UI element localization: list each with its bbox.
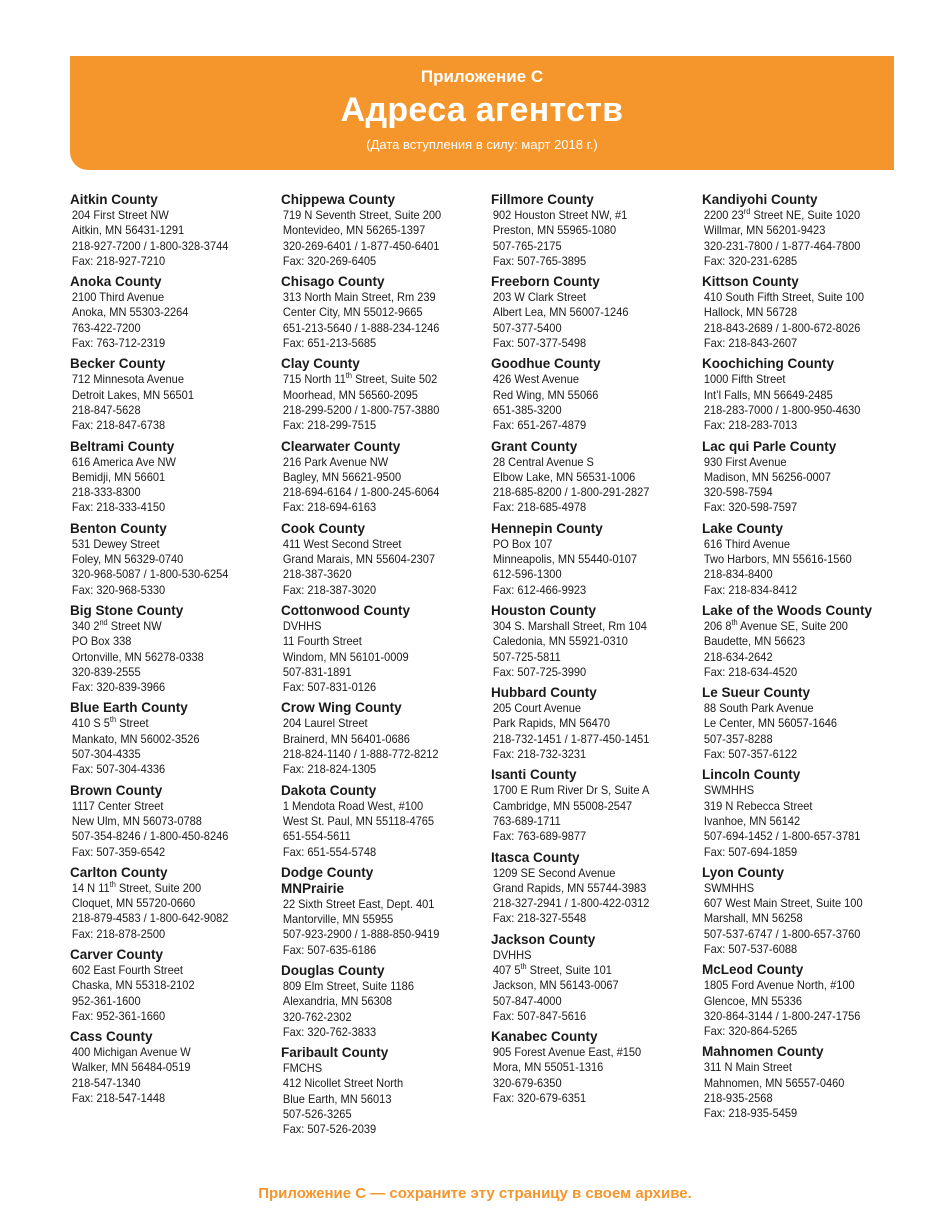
address-line: 204 First Street NW	[71, 208, 169, 222]
address-line: 507-923-2900 / 1-888-850-9419	[282, 927, 440, 942]
address-line: Fax: 651-213-5685	[282, 336, 377, 351]
address-line: Fax: 952-361-1660	[71, 1008, 166, 1023]
county-name: Isanti County	[491, 767, 577, 783]
county-name: Le Sueur County	[702, 685, 811, 701]
address-line: 218-547-1340	[71, 1075, 141, 1090]
address-line: 88 South Park Avenue	[703, 701, 814, 716]
agency-entry	[70, 274, 275, 351]
agency-entry	[281, 192, 486, 269]
address-line: Fax: 320-762-3833	[282, 1024, 377, 1039]
address-line: 407 5th Street, Suite 101	[492, 961, 612, 977]
agency-entry	[702, 603, 907, 680]
address-line: Fax: 218-878-2500	[71, 926, 166, 941]
agency-entry	[70, 783, 275, 860]
address-line: 313 North Main Street, Rm 239	[282, 290, 436, 305]
agency-entry	[702, 356, 907, 433]
address-line: Cambridge, MN 55008-2547	[492, 798, 633, 813]
county-name: Goodhue County	[491, 356, 601, 372]
footer-note: Приложение С — сохраните эту страницу в своем архиве.	[258, 1185, 692, 1202]
address-line: 809 Elm Street, Suite 1186	[282, 978, 414, 993]
agency-entry	[491, 192, 696, 269]
address-line: Grand Marais, MN 55604-2307	[282, 552, 436, 567]
agency-entry	[70, 192, 275, 269]
address-line: 651-213-5640 / 1-888-234-1246	[282, 320, 440, 335]
address-line: Fax: 218-847-6738	[71, 418, 166, 433]
address-line: 1805 Ford Avenue North, #100	[703, 978, 855, 993]
agency-entry	[702, 767, 907, 859]
agency-entry	[281, 356, 486, 433]
address-line: 905 Forest Avenue East, #150	[492, 1045, 642, 1060]
address-line: 651-385-3200	[492, 402, 562, 417]
address-line: Fax: 320-864-5265	[703, 1024, 798, 1039]
address-line: Fax: 507-304-4336	[71, 762, 166, 777]
address-line: Fax: 763-689-9877	[492, 829, 587, 844]
address-line: Fax: 218-387-3020	[282, 582, 377, 597]
address-line: Int’l Falls, MN 56649-2485	[703, 387, 833, 402]
address-line: 340 2nd Street NW	[71, 617, 162, 633]
agency-entry	[491, 685, 696, 762]
agency-entry	[491, 603, 696, 680]
county-name: Kandiyohi County	[702, 192, 818, 207]
county-name: Lake County	[702, 520, 784, 536]
address-line: 218-834-8400	[703, 567, 773, 582]
address-line: Fax: 218-547-1448	[71, 1091, 166, 1106]
address-line: 28 Central Avenue S	[492, 454, 594, 469]
agency-column-3	[491, 192, 696, 1111]
agency-entry	[702, 192, 907, 269]
address-line: Brainerd, MN 56401-0686	[282, 731, 410, 746]
address-line: Fax: 507-831-0126	[282, 680, 377, 695]
address-line: Fax: 507-359-6542	[71, 844, 166, 859]
county-name: Faribault County	[281, 1045, 389, 1061]
address-line: Windom, MN 56101-0009	[282, 649, 409, 664]
agency-entry	[702, 274, 907, 351]
county-name: Douglas County	[281, 962, 385, 978]
address-line: Fax: 218-824-1305	[282, 762, 377, 777]
address-line: 763-689-1711	[492, 813, 561, 828]
county-name: Carver County	[70, 946, 164, 962]
county-name: Chisago County	[281, 274, 385, 290]
agency-entry	[70, 865, 275, 942]
county-name: Hubbard County	[491, 685, 597, 701]
address-line: Center City, MN 55012-9665	[282, 305, 423, 320]
address-line: DVHHS	[282, 618, 322, 633]
county-name: Jackson County	[491, 931, 596, 947]
address-line: 1117 Center Street	[71, 798, 164, 813]
address-line: 612-596-1300	[492, 567, 562, 582]
address-line: Mankato, MN 56002-3526	[71, 731, 200, 746]
county-name: Lincoln County	[702, 767, 801, 783]
agency-entry	[702, 521, 907, 598]
address-line: 616 America Ave NW	[71, 454, 176, 469]
address-line: 616 Third Avenue	[703, 536, 790, 551]
address-line: 507-847-4000	[492, 993, 562, 1008]
address-line: 715 North 11th Street, Suite 502	[282, 371, 438, 387]
county-name: Dakota County	[281, 782, 377, 798]
address-line: Walker, MN 56484-0519	[71, 1060, 191, 1075]
address-line: Alexandria, MN 56308	[282, 994, 393, 1009]
address-line: 410 S 5th Street	[71, 715, 149, 731]
address-line: Fax: 507-537-6088	[703, 941, 798, 956]
address-line: Two Harbors, MN 55616-1560	[703, 552, 852, 567]
county-name: Clearwater County	[281, 438, 401, 454]
agency-subname: MNPrairie	[281, 880, 345, 896]
address-line: Fax: 320-598-7597	[703, 500, 798, 515]
address-line: 320-269-6401 / 1-877-450-6401	[282, 238, 440, 253]
agency-entry	[491, 850, 696, 927]
address-line: 204 Laurel Street	[282, 716, 368, 731]
address-line: 11 Fourth Street	[282, 634, 362, 649]
address-line: 320-679-6350	[492, 1075, 562, 1090]
address-line: 319 N Rebecca Street	[703, 798, 813, 813]
address-line: 22 Sixth Street East, Dept. 401	[282, 896, 435, 911]
address-line: 930 First Avenue	[703, 454, 787, 469]
agency-entry	[491, 1029, 696, 1106]
address-line: 218-387-3620	[282, 567, 352, 582]
county-name: Freeborn County	[491, 274, 600, 290]
agency-entry	[702, 685, 907, 762]
address-line: 218-847-5628	[71, 402, 141, 417]
address-line: PO Box 107	[492, 536, 553, 551]
address-line: 507-725-5811	[492, 649, 561, 664]
address-line: Fax: 507-635-6186	[282, 942, 377, 957]
county-name: Cottonwood County	[281, 602, 410, 618]
address-line: 218-927-7200 / 1-800-328-3744	[71, 238, 229, 253]
agency-column-1	[70, 192, 275, 1111]
agency-entry	[281, 1045, 486, 1137]
agency-entry	[70, 603, 275, 695]
address-line: 507-831-1891	[282, 664, 352, 679]
address-line: Mora, MN 55051-1316	[492, 1060, 604, 1075]
address-line: New Ulm, MN 56073-0788	[71, 813, 202, 828]
address-line: Grand Rapids, MN 55744-3983	[492, 880, 647, 895]
agency-column-4	[702, 192, 907, 1127]
address-line: Fax: 507-847-5616	[492, 1008, 587, 1023]
county-name: Houston County	[491, 602, 596, 618]
address-line: Foley, MN 56329-0740	[71, 552, 184, 567]
address-line: Fax: 507-377-5498	[492, 336, 587, 351]
address-line: Fax: 218-927-7210	[71, 253, 166, 268]
address-line: 426 West Avenue	[492, 372, 579, 387]
agency-entry	[491, 521, 696, 598]
county-name: Blue Earth County	[70, 700, 188, 716]
agency-entry	[70, 700, 275, 777]
address-line: 320-839-2555	[71, 664, 141, 679]
address-line: Mantorville, MN 55955	[282, 912, 394, 927]
address-line: 952-361-1600	[71, 993, 141, 1008]
county-name: Grant County	[491, 438, 578, 454]
county-name: Becker County	[70, 356, 166, 372]
address-line: Detroit Lakes, MN 56501	[71, 387, 194, 402]
county-name: Cass County	[70, 1029, 153, 1045]
county-name: Aitkin County	[70, 192, 158, 207]
address-line: FMCHS	[282, 1061, 323, 1076]
address-line: Fax: 651-267-4879	[492, 418, 587, 433]
address-line: 216 Park Avenue NW	[282, 454, 389, 469]
address-line: Chaska, MN 55318-2102	[71, 978, 195, 993]
address-line: DVHHS	[492, 947, 532, 962]
address-line: 1209 SE Second Avenue	[492, 865, 616, 880]
address-line: 1 Mendota Road West, #100	[282, 798, 424, 813]
address-line: Fax: 320-231-6285	[703, 253, 798, 268]
address-line: Fax: 320-679-6351	[492, 1091, 587, 1106]
address-line: 218-843-2689 / 1-800-672-8026	[703, 320, 861, 335]
address-line: 1000 Fifth Street	[703, 372, 786, 387]
address-line: Aitkin, MN 56431-1291	[71, 223, 185, 238]
county-name: Lake of the Woods County	[702, 602, 873, 618]
agency-entry	[702, 439, 907, 516]
agency-entry	[491, 439, 696, 516]
agency-entry	[702, 865, 907, 957]
address-line: Fax: 320-269-6405	[282, 253, 377, 268]
address-line: Willmar, MN 56201-9423	[703, 223, 826, 238]
county-name: Crow Wing County	[281, 700, 402, 716]
address-line: Cloquet, MN 55720-0660	[71, 896, 196, 911]
address-line: 218-694-6164 / 1-800-245-6064	[282, 485, 440, 500]
county-name: Lyon County	[702, 864, 784, 880]
address-line: 651-554-5611	[282, 829, 351, 844]
agency-entry	[70, 439, 275, 516]
address-line: 1700 E Rum River Dr S, Suite A	[492, 783, 650, 798]
address-line: Fax: 651-554-5748	[282, 844, 377, 859]
address-line: Blue Earth, MN 56013	[282, 1091, 392, 1106]
agency-entry	[491, 932, 696, 1024]
address-line: 218-879-4583 / 1-800-642-9082	[71, 911, 229, 926]
county-name: Benton County	[70, 520, 167, 536]
address-line: Marshall, MN 56258	[703, 911, 803, 926]
county-name: Koochiching County	[702, 356, 834, 372]
address-line: 218-935-2568	[703, 1091, 773, 1106]
address-line: Ortonville, MN 56278-0338	[71, 649, 204, 664]
agency-entry	[491, 274, 696, 351]
address-line: Mahnomen, MN 56557-0460	[703, 1075, 845, 1090]
agency-entry	[491, 767, 696, 844]
address-line: 320-762-2302	[282, 1009, 352, 1024]
address-line: Fax: 218-685-4978	[492, 500, 587, 515]
county-name: Clay County	[281, 356, 360, 372]
address-line: Elbow Lake, MN 56531-1006	[492, 469, 636, 484]
county-name: Brown County	[70, 782, 163, 798]
address-line: 607 West Main Street, Suite 100	[703, 896, 863, 911]
page-title: Адреса агентств	[340, 91, 624, 129]
header-banner	[70, 56, 894, 170]
address-line: Fax: 507-765-3895	[492, 253, 587, 268]
address-line: 719 N Seventh Street, Suite 200	[282, 208, 442, 222]
county-name: Carlton County	[70, 864, 168, 880]
address-line: 410 South Fifth Street, Suite 100	[703, 290, 865, 305]
address-line: 507-526-3265	[282, 1107, 352, 1122]
address-line: 531 Dewey Street	[71, 536, 160, 551]
address-line: 218-824-1140 / 1-888-772-8212	[282, 747, 439, 762]
agency-entry	[491, 356, 696, 433]
address-line: Fax: 507-357-6122	[703, 747, 798, 762]
address-line: 507-694-1452 / 1-800-657-3781	[703, 829, 861, 844]
address-line: Fax: 218-634-4520	[703, 664, 798, 679]
address-line: Montevideo, MN 56265-1397	[282, 223, 426, 238]
address-line: 2200 23rd Street NE, Suite 1020	[703, 207, 861, 222]
agency-entry	[281, 521, 486, 598]
county-name: Itasca County	[491, 849, 580, 865]
address-line: Fax: 218-283-7013	[703, 418, 798, 433]
agency-column-2	[281, 192, 486, 1143]
address-line: 320-864-3144 / 1-800-247-1756	[703, 1008, 861, 1023]
address-line: Fax: 507-526-2039	[282, 1122, 377, 1137]
address-line: Fax: 218-843-2607	[703, 336, 798, 351]
address-line: 507-304-4335	[71, 747, 141, 762]
address-line: 763-422-7200	[71, 320, 141, 335]
address-line: Fax: 218-299-7515	[282, 418, 377, 433]
address-line: Fax: 218-732-3231	[492, 747, 587, 762]
agency-entry	[281, 439, 486, 516]
address-line: 218-732-1451 / 1-877-450-1451	[492, 731, 650, 746]
agency-entry	[281, 963, 486, 1040]
address-line: 507-357-8288	[703, 731, 773, 746]
address-line: Fax: 507-694-1859	[703, 844, 798, 859]
address-line: 203 W Clark Street	[492, 290, 587, 305]
address-line: 902 Houston Street NW, #1	[492, 208, 628, 222]
county-name: Kanabec County	[491, 1029, 598, 1045]
county-name: Anoka County	[70, 274, 162, 290]
address-line: Moorhead, MN 56560-2095	[282, 387, 418, 402]
agency-entry	[70, 947, 275, 1024]
address-line: 320-968-5087 / 1-800-530-6254	[71, 567, 229, 582]
effective-date: (Дата вступления в силу: март 2018 г.)	[366, 137, 598, 152]
agency-entry	[70, 1029, 275, 1106]
address-line: 507-765-2175	[492, 238, 562, 253]
county-name: Lac qui Parle County	[702, 438, 837, 454]
address-line: Caledonia, MN 55921-0310	[492, 634, 628, 649]
address-line: Glencoe, MN 55336	[703, 993, 803, 1008]
address-line: 507-537-6747 / 1-800-657-3760	[703, 926, 861, 941]
address-line: Fax: 320-968-5330	[71, 582, 166, 597]
county-name: Dodge County	[281, 864, 374, 880]
county-name: Cook County	[281, 520, 365, 536]
address-line: Fax: 218-333-4150	[71, 500, 166, 515]
address-line: Fax: 218-694-6163	[282, 500, 377, 515]
address-line: Baudette, MN 56623	[703, 634, 806, 649]
address-line: Albert Lea, MN 56007-1246	[492, 305, 629, 320]
address-line: Fax: 218-834-8412	[703, 582, 798, 597]
agency-entry	[70, 521, 275, 598]
address-line: Anoka, MN 55303-2264	[71, 305, 189, 320]
county-name: Beltrami County	[70, 438, 175, 454]
address-line: Fax: 320-839-3966	[71, 680, 166, 695]
county-name: Kittson County	[702, 274, 799, 290]
county-name: Chippewa County	[281, 192, 395, 207]
address-line: Fax: 218-327-5548	[492, 911, 587, 926]
address-line: 400 Michigan Avenue W	[71, 1045, 191, 1060]
address-line: Red Wing, MN 55066	[492, 387, 599, 402]
address-line: West St. Paul, MN 55118-4765	[282, 813, 435, 828]
address-line: Fax: 218-935-5459	[703, 1106, 798, 1121]
address-line: Jackson, MN 56143-0067	[492, 978, 619, 993]
address-line: Fax: 612-466-9923	[492, 582, 587, 597]
address-line: 320-598-7594	[703, 485, 773, 500]
address-line: 218-685-8200 / 1-800-291-2827	[492, 485, 650, 500]
address-line: 2100 Third Avenue	[71, 290, 165, 305]
address-line: 218-327-2941 / 1-800-422-0312	[492, 896, 650, 911]
address-line: PO Box 338	[71, 634, 132, 649]
county-name: Mahnomen County	[702, 1044, 824, 1060]
address-line: Le Center, MN 56057-1646	[703, 716, 838, 731]
agency-entry	[281, 865, 486, 958]
address-line: 14 N 11th Street, Suite 200	[71, 879, 202, 895]
address-line: 311 N Main Street	[703, 1060, 793, 1075]
county-name: Fillmore County	[491, 192, 594, 207]
county-name: Big Stone County	[70, 602, 184, 618]
appendix-label: Приложение С	[420, 67, 544, 86]
address-line: Preston, MN 55965-1080	[492, 223, 617, 238]
address-line: 206 8th Avenue SE, Suite 200	[703, 617, 848, 633]
address-line: Bemidji, MN 56601	[71, 469, 166, 484]
address-line: 218-333-8300	[71, 485, 141, 500]
address-line: Ivanhoe, MN 56142	[703, 813, 801, 828]
address-line: 205 Court Avenue	[492, 701, 582, 716]
address-line: Fax: 507-725-3990	[492, 664, 587, 679]
agency-entry	[281, 783, 486, 860]
address-line: Hallock, MN 56728	[703, 305, 798, 320]
address-line: SWMHHS	[703, 783, 755, 798]
address-line: SWMHHS	[703, 880, 755, 895]
address-line: 304 S. Marshall Street, Rm 104	[492, 618, 647, 633]
address-line: 602 East Fourth Street	[71, 962, 183, 977]
address-line: 712 Minnesota Avenue	[71, 372, 184, 387]
address-line: 411 West Second Street	[282, 536, 402, 551]
address-line: 507-354-8246 / 1-800-450-8246	[71, 829, 229, 844]
agency-entry	[281, 274, 486, 351]
agency-entry	[702, 1044, 907, 1121]
address-line: 507-377-5400	[492, 320, 562, 335]
county-name: Hennepin County	[491, 520, 603, 536]
address-line: 320-231-7800 / 1-877-464-7800	[703, 238, 861, 253]
address-line: Minneapolis, MN 55440-0107	[492, 552, 638, 567]
address-line: 218-283-7000 / 1-800-950-4630	[703, 402, 861, 417]
address-line: 218-634-2642	[703, 649, 773, 664]
address-line: Park Rapids, MN 56470	[492, 716, 611, 731]
address-line: Madison, MN 56256-0007	[703, 469, 831, 484]
address-line: 412 Nicollet Street North	[282, 1076, 404, 1091]
county-name: McLeod County	[702, 962, 804, 978]
agency-entry	[281, 603, 486, 695]
agency-entry	[702, 962, 907, 1039]
agency-entry	[281, 700, 486, 777]
address-line: Bagley, MN 56621-9500	[282, 469, 402, 484]
address-line: 218-299-5200 / 1-800-757-3880	[282, 402, 440, 417]
address-line: Fax: 763-712-2319	[71, 336, 166, 351]
agency-entry	[70, 356, 275, 433]
